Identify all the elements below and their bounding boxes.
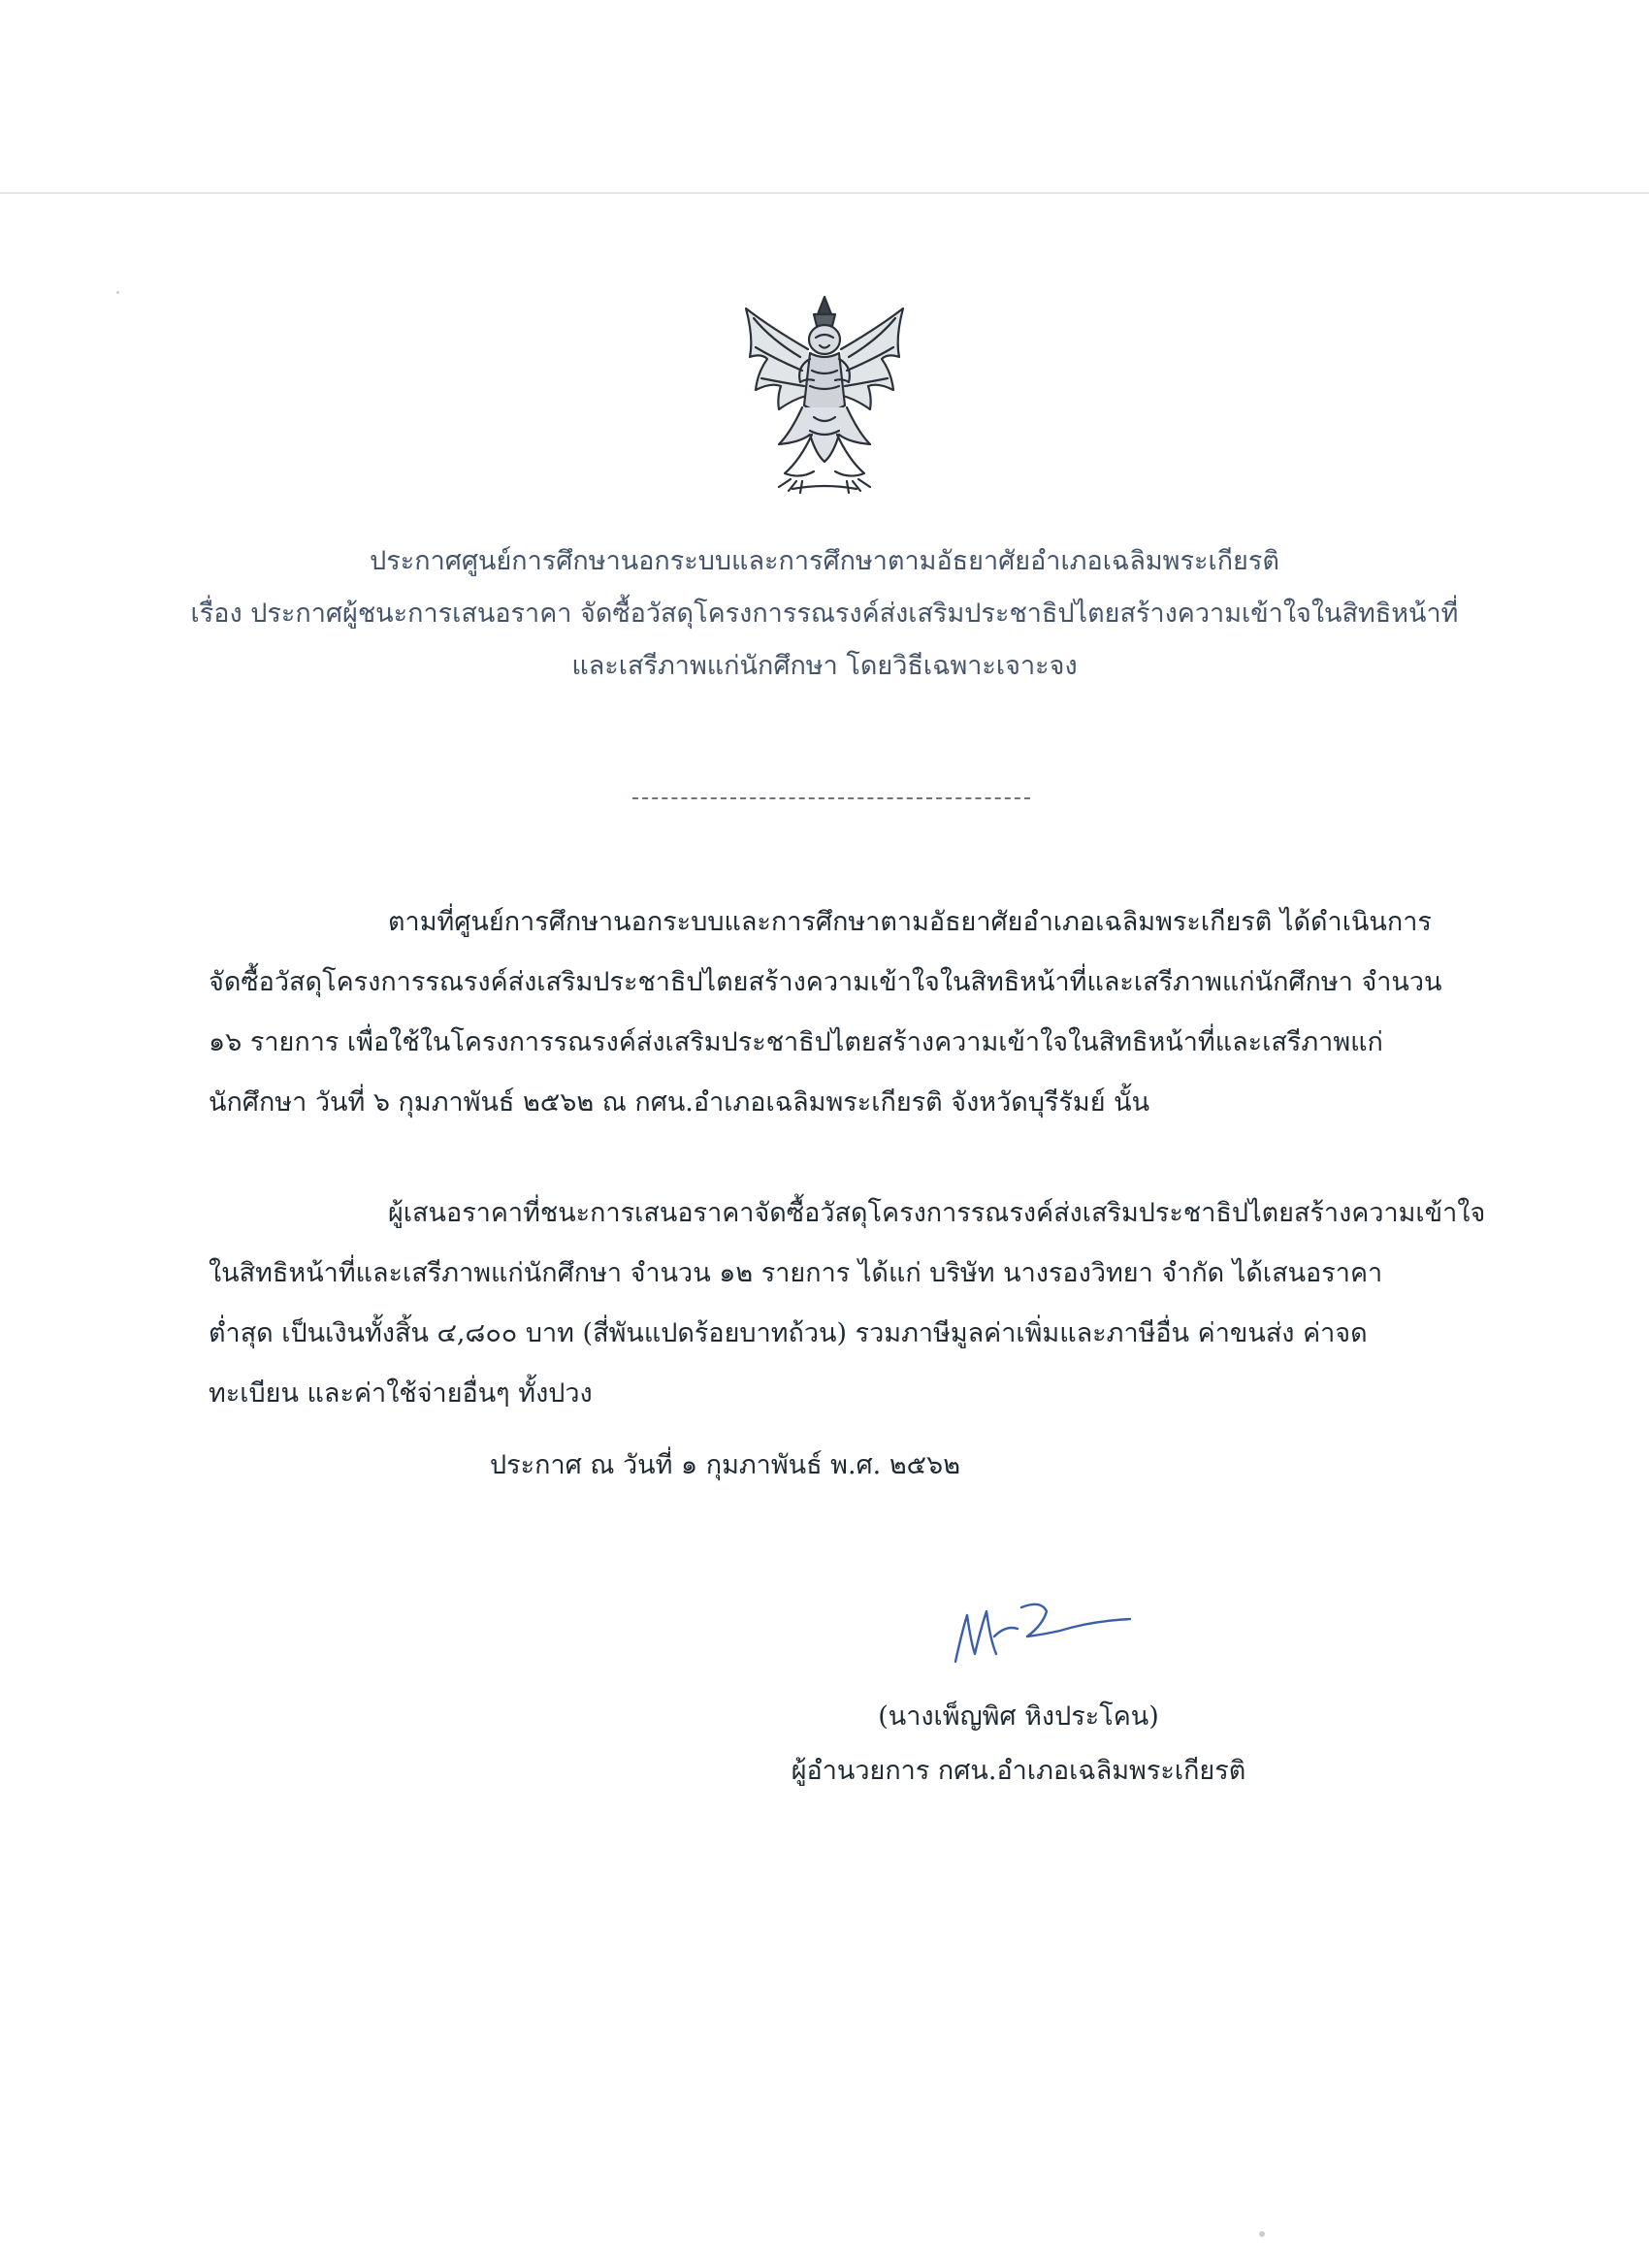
scan-edge-line: [0, 192, 1649, 194]
paragraph-line: ในสิทธิหน้าที่และเสรีภาพแก่นักศึกษา จำนวน ๑๒ รายการ ได้แก่ บริษัท นางรองวิทยา จำกัด ได้เสนอราคา: [209, 1258, 1383, 1288]
paragraph-line: ทะเบียน และค่าใช้จ่ายอื่นๆ ทั้งปวง: [209, 1378, 593, 1409]
scan-speck: [116, 291, 119, 294]
paragraph-line: จัดซื้อวัสดุโครงการรณรงค์ส่งเสริมประชาธิปไตยสร้างความเข้าใจในสิทธิหน้าที่และเสรีภาพแก่นักศึกษา จำนวน: [209, 967, 1442, 997]
heading-separator: [632, 797, 1030, 799]
paragraph-background: [209, 892, 1474, 1133]
announcement-date: ประกาศ ณ วันที่ ๑ กุมภาพันธ์ พ.ศ. ๒๕๖๒: [490, 1450, 960, 1480]
paragraph-line: ตามที่ศูนย์การศึกษานอกระบบและการศึกษาตามอัธยาศัยอำเภอเฉลิมพระเกียรติ ได้ดำเนินการ: [388, 907, 1432, 937]
handwritten-signature: [946, 1586, 1140, 1673]
paragraph-line: ๑๖ รายการ เพื่อใช้ในโครงการรณรงค์ส่งเสริมประชาธิปไตยสร้างความเข้าใจในสิทธิหน้าที่และเสรีภาพแก่: [209, 1027, 1383, 1057]
heading-subject-continued: และเสรีภาพแก่นักศึกษา โดยวิธีเฉพาะเจาะจง: [571, 651, 1078, 681]
garuda-emblem: [732, 289, 917, 498]
signatory-position: ผู้อำนวยการ กศน.อำเภอเฉลิมพระเกียรติ: [791, 1756, 1246, 1786]
heading-subject: เรื่อง ประกาศผู้ชนะการเสนอราคา จัดซื้อวัสดุโครงการรณรงค์ส่งเสริมประชาธิปไตยสร้างความเข้าใจในสิทธิหน้าที่: [190, 599, 1459, 629]
heading-title: ประกาศศูนย์การศึกษานอกระบบและการศึกษาตามอัธยาศัยอำเภอเฉลิมพระเกียรติ: [370, 546, 1279, 576]
paragraph-line: นักศึกษา วันที่ ๖ กุมภาพันธ์ ๒๕๖๒ ณ กศน.อำเภอเฉลิมพระเกียรติ จังหวัดบุรีรัมย์ นั้น: [209, 1087, 1150, 1118]
paragraph-winner: [209, 1183, 1486, 1424]
paragraph-line: ต่ำสุด เป็นเงินทั้งสิ้น ๔,๘๐๐ บาท (สี่พันแปดร้อยบาทถ้วน) รวมภาษีมูลค่าเพิ่มและภาษีอื่น ค่าขนส่ง ค่าจด: [209, 1318, 1368, 1348]
scan-speck: [1259, 2231, 1265, 2237]
signatory-name: (นางเพ็ญพิศ หิงประโคน): [878, 1701, 1159, 1732]
paragraph-line: ผู้เสนอราคาที่ชนะการเสนอราคาจัดซื้อวัสดุโครงการรณรงค์ส่งเสริมประชาธิปไตยสร้างความเข้าใจ: [388, 1198, 1486, 1228]
announcement-heading: [146, 535, 1504, 693]
